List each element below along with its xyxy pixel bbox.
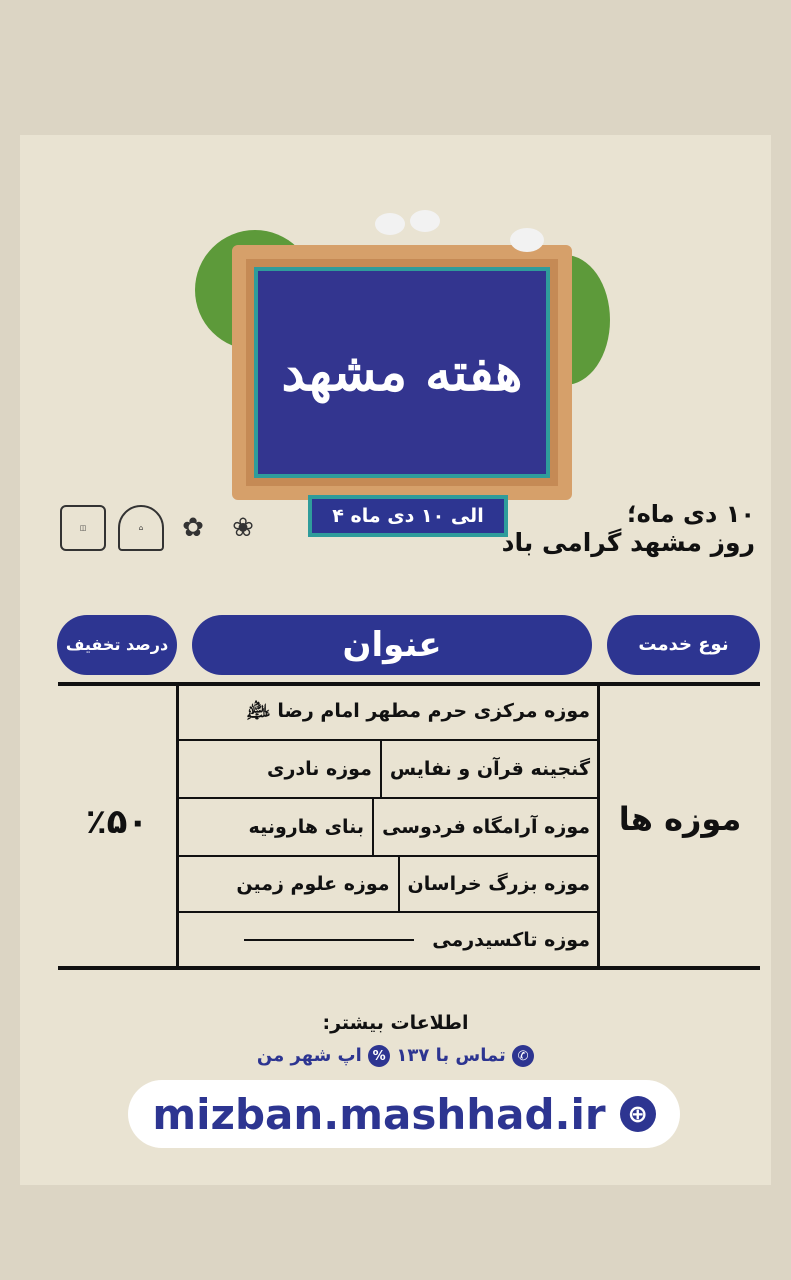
table-cell: موزه بزرگ خراسان <box>407 873 590 895</box>
date-range: ۴ الی ۱۰ دی ماه <box>308 495 508 537</box>
table-cell: موزه آرامگاه فردوسی <box>382 816 590 838</box>
logo-icon: ✿ <box>182 513 204 543</box>
table-cell: بنای هارونیه <box>241 799 375 855</box>
dove-icon <box>510 228 544 252</box>
globe-icon: ⊕ <box>620 1096 656 1132</box>
table-cell: موزه علوم زمین <box>228 857 399 911</box>
decorative-rule <box>244 939 414 941</box>
table-row <box>178 686 598 741</box>
service-type-value: موزه ها <box>618 800 742 838</box>
dove-icon <box>375 213 405 235</box>
logo-icon: ❀ <box>232 513 254 543</box>
title-tile <box>232 245 572 500</box>
slogan <box>502 500 755 557</box>
slogan-line1: ۱۰ دی ماه؛ <box>627 500 755 528</box>
header-service-type: نوع خدمت <box>607 615 760 675</box>
website-url[interactable]: mizban.mashhad.ir <box>152 1089 606 1139</box>
table-cell: موزه نادری <box>259 741 382 797</box>
contact-line <box>0 1045 791 1067</box>
logo-icon: ⌂ <box>118 505 164 551</box>
header-title: عنوان <box>192 615 592 675</box>
table-row <box>178 741 598 799</box>
table-cell: گنجینه قرآن و نفایس <box>389 758 590 780</box>
contact-text: تماس با ۱۳۷ <box>396 1045 506 1066</box>
table-row <box>178 913 598 966</box>
table-cell: موزه مرکزی حرم مطهر امام رضا ﵇ <box>246 699 590 722</box>
more-info-label: اطلاعات بیشتر: <box>322 1012 469 1034</box>
website-link[interactable] <box>128 1080 680 1148</box>
header-discount: درصد تخفیف <box>57 615 177 675</box>
slogan-line2: روز مشهد گرامی باد <box>501 528 755 557</box>
app-text: اپ شهر من <box>256 1045 362 1066</box>
table-row <box>178 799 598 857</box>
app-icon: % <box>368 1045 390 1067</box>
dove-icon <box>410 210 440 232</box>
logo-icon: ◫ <box>60 505 106 551</box>
table-row <box>178 857 598 913</box>
table-cell: موزه تاکسیدرمی <box>432 928 590 951</box>
discount-value: ٪۵۰ <box>85 802 149 842</box>
poster-title: هفته مشهد <box>281 342 523 403</box>
table-bottom-rule <box>58 966 760 970</box>
phone-icon: ✆ <box>512 1045 534 1067</box>
